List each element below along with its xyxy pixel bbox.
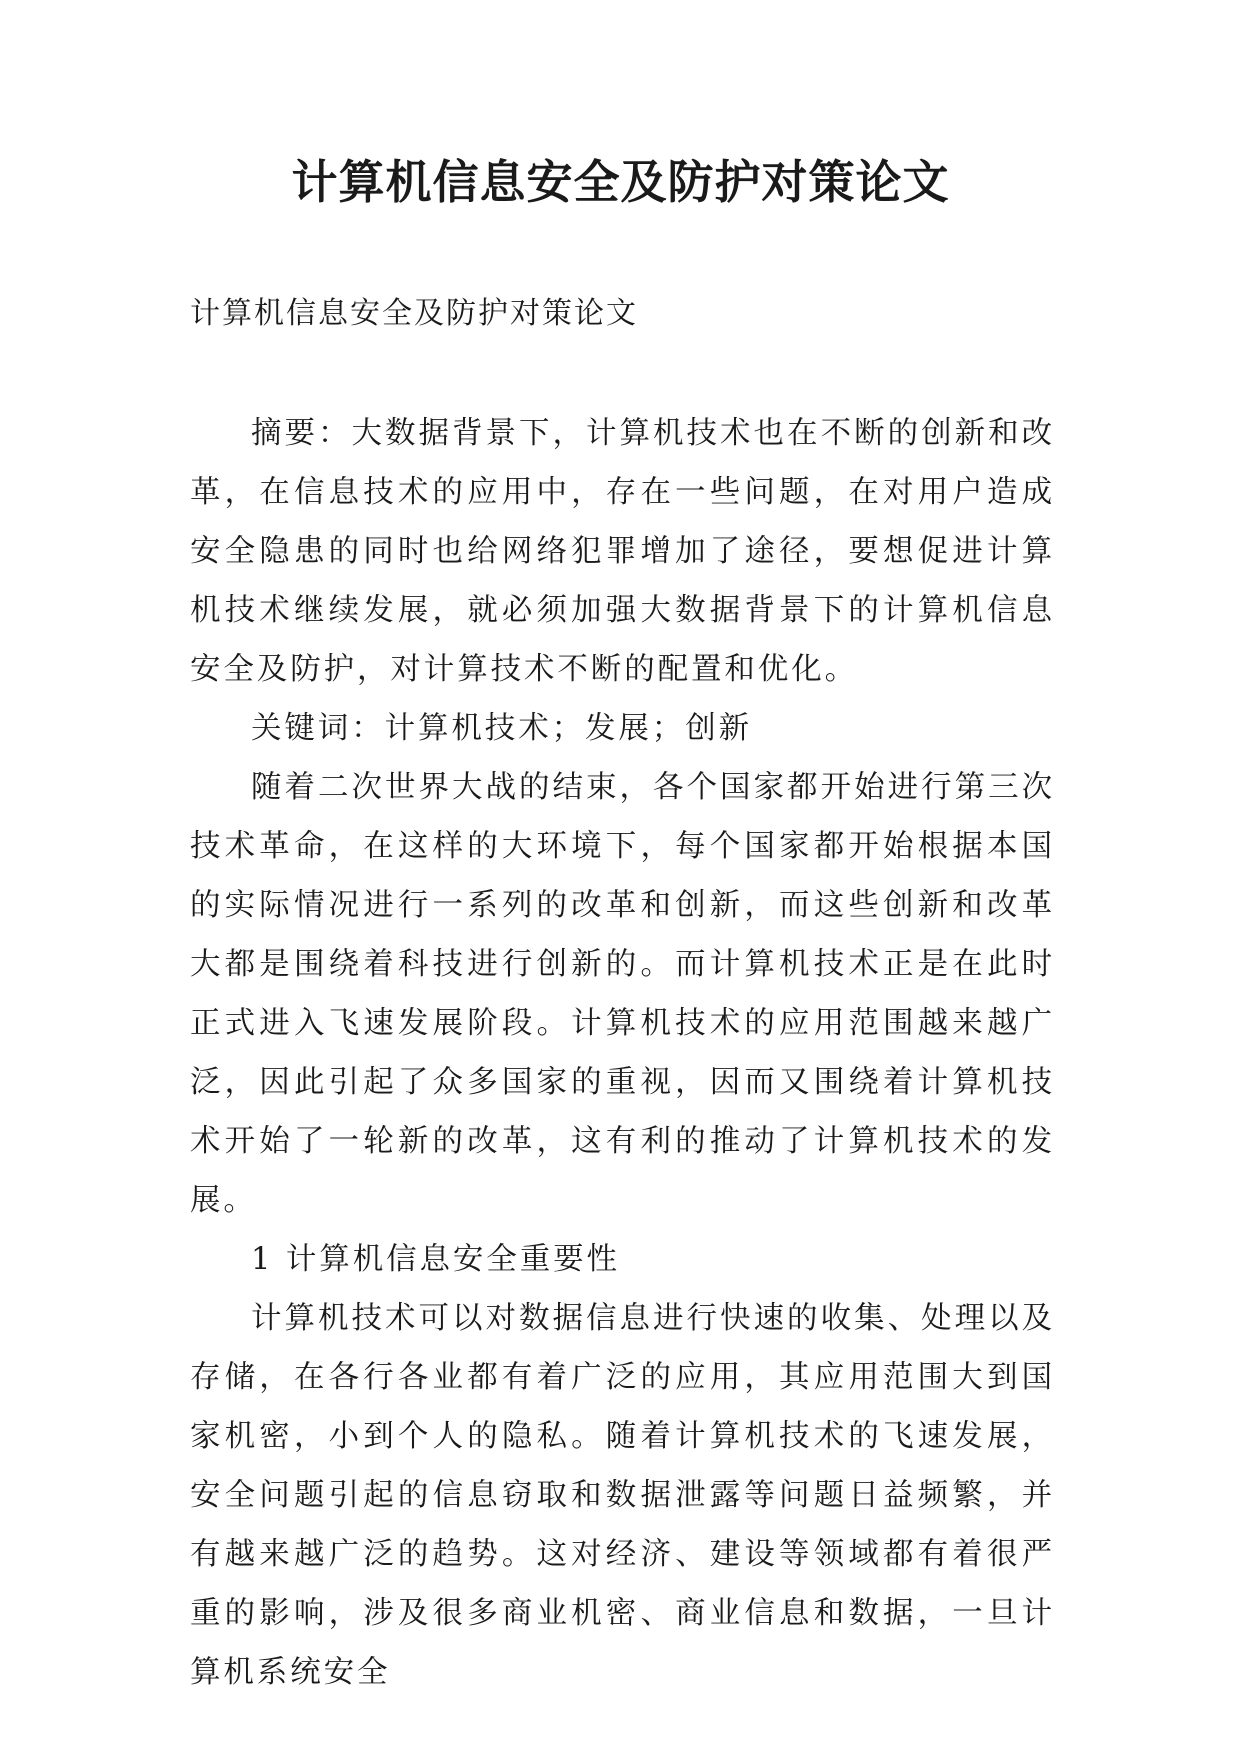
section-heading-1: 1 计算机信息安全重要性 (251, 1242, 620, 1277)
document-subtitle: 计算机信息安全及防护对策论文 (190, 296, 638, 331)
intro-paragraph: 随着二次世界大战的结束，各个国家都开始进行第三次技术革命，在这样的大环境下，每个国家都开始根据本国的实际情况进行一系列的改革和创新，而这些创新和改革大都是围绕着科技进行创新的。而计算机技术正是在此时正式进入飞速发展阶段。计算机技术的应用范围越来越广泛，因此引起了众多国家的重视，因而又围绕着计算机技术开始了一轮新的改革，这有利的推动了计算机技术的发展。 (190, 770, 1055, 1218)
abstract-paragraph: 摘要：大数据背景下，计算机技术也在不断的创新和改革，在信息技术的应用中，存在一些问题，在对用户造成安全隐患的同时也给网络犯罪增加了途径，要想促进计算机技术继续发展，就必须加强大数据背景下的计算机信息安全及防护，对计算技术不断的配置和优化。 (190, 416, 1055, 687)
document-title: 计算机信息安全及防护对策论文 (291, 155, 950, 209)
document-body (190, 404, 1055, 1702)
section-1-paragraph: 计算机技术可以对数据信息进行快速的收集、处理以及存储，在各行各业都有着广泛的应用，其应用范围大到国家机密，小到个人的隐私。随着计算机技术的飞速发展，安全问题引起的信息窃取和数据泄露等问题日益频繁，并有越来越广泛的趋势。这对经济、建设等领域都有着很严重的影响，涉及很多商业机密、商业信息和数据，一旦计算机系统安全 (190, 1301, 1055, 1690)
keywords-paragraph: 关键词：计算机技术；发展；创新 (251, 711, 752, 746)
